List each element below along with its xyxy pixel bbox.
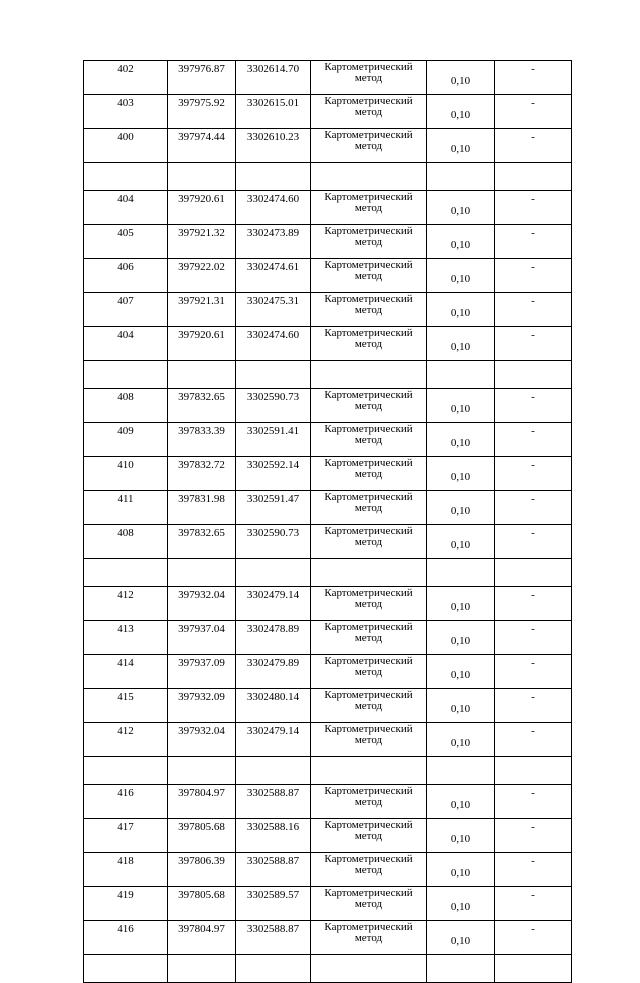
table-row	[84, 587, 572, 621]
point-number-cell: 407	[84, 293, 168, 327]
point-number-cell: 416	[84, 785, 168, 819]
method-label-line2: метод	[354, 304, 383, 316]
x-coordinate-cell: 397921.31	[168, 293, 236, 327]
empty-cell	[495, 163, 572, 191]
method-label-line1: Картометрический	[324, 655, 413, 667]
empty-cell	[168, 559, 236, 587]
accuracy-cell: 0,10	[427, 525, 495, 559]
method-cell	[311, 259, 427, 293]
empty-cell	[168, 955, 236, 983]
x-coordinate-cell: 397832.65	[168, 389, 236, 423]
method-cell	[311, 853, 427, 887]
method-cell	[311, 525, 427, 559]
method-label-line1: Картометрический	[324, 61, 413, 73]
table-row	[84, 225, 572, 259]
description-cell: -	[495, 723, 572, 757]
table-row	[84, 293, 572, 327]
accuracy-cell: 0,10	[427, 887, 495, 921]
method-cell	[311, 95, 427, 129]
point-number-cell: 404	[84, 191, 168, 225]
description-cell: -	[495, 853, 572, 887]
method-label-line2: метод	[354, 632, 383, 644]
accuracy-cell: 0,10	[427, 389, 495, 423]
empty-cell	[427, 757, 495, 785]
method-cell	[311, 621, 427, 655]
method-label-line1: Картометрический	[324, 853, 413, 865]
method-label-line1: Картометрический	[324, 129, 413, 141]
accuracy-cell: 0,10	[427, 853, 495, 887]
empty-cell	[84, 163, 168, 191]
description-cell: -	[495, 293, 572, 327]
x-coordinate-cell: 397932.09	[168, 689, 236, 723]
method-label-line2: метод	[354, 72, 383, 84]
method-label-line2: метод	[354, 700, 383, 712]
x-coordinate-cell: 397920.61	[168, 191, 236, 225]
method-label-line1: Картометрический	[324, 587, 413, 599]
empty-cell	[236, 559, 311, 587]
accuracy-cell: 0,10	[427, 293, 495, 327]
method-cell	[311, 225, 427, 259]
accuracy-cell: 0,10	[427, 655, 495, 689]
x-coordinate-cell: 397974.44	[168, 129, 236, 163]
point-number-cell: 406	[84, 259, 168, 293]
method-label-line1: Картометрический	[324, 785, 413, 797]
method-cell	[311, 129, 427, 163]
accuracy-cell: 0,10	[427, 689, 495, 723]
x-coordinate-cell: 397937.09	[168, 655, 236, 689]
empty-cell	[84, 559, 168, 587]
description-cell: -	[495, 129, 572, 163]
method-label-line2: метод	[354, 202, 383, 214]
method-label-line1: Картометрический	[324, 95, 413, 107]
method-label-line2: метод	[354, 666, 383, 678]
point-number-cell: 402	[84, 61, 168, 95]
y-coordinate-cell: 3302480.14	[236, 689, 311, 723]
method-cell	[311, 887, 427, 921]
method-label-line2: метод	[354, 796, 383, 808]
method-label-line2: метод	[354, 338, 383, 350]
method-cell	[311, 587, 427, 621]
description-cell: -	[495, 621, 572, 655]
y-coordinate-cell: 3302592.14	[236, 457, 311, 491]
x-coordinate-cell: 397804.97	[168, 921, 236, 955]
description-cell: -	[495, 689, 572, 723]
accuracy-cell: 0,10	[427, 327, 495, 361]
point-number-cell: 410	[84, 457, 168, 491]
point-number-cell: 417	[84, 819, 168, 853]
point-number-cell: 419	[84, 887, 168, 921]
x-coordinate-cell: 397805.68	[168, 819, 236, 853]
empty-cell	[427, 163, 495, 191]
table-row	[84, 655, 572, 689]
method-cell	[311, 423, 427, 457]
method-label-line1: Картометрический	[324, 621, 413, 633]
table-row	[84, 887, 572, 921]
method-cell	[311, 655, 427, 689]
method-label-line2: метод	[354, 932, 383, 944]
y-coordinate-cell: 3302590.73	[236, 525, 311, 559]
method-cell	[311, 327, 427, 361]
description-cell: -	[495, 655, 572, 689]
point-number-cell: 415	[84, 689, 168, 723]
accuracy-cell: 0,10	[427, 785, 495, 819]
method-label-line2: метод	[354, 536, 383, 548]
description-cell: -	[495, 61, 572, 95]
accuracy-cell: 0,10	[427, 819, 495, 853]
accuracy-cell: 0,10	[427, 491, 495, 525]
table-row	[84, 621, 572, 655]
method-label-line1: Картометрический	[324, 921, 413, 933]
description-cell: -	[495, 525, 572, 559]
table-row	[84, 129, 572, 163]
method-label-line1: Картометрический	[324, 723, 413, 735]
accuracy-cell: 0,10	[427, 621, 495, 655]
description-cell: -	[495, 259, 572, 293]
point-number-cell: 404	[84, 327, 168, 361]
x-coordinate-cell: 397932.04	[168, 587, 236, 621]
x-coordinate-cell: 397806.39	[168, 853, 236, 887]
x-coordinate-cell: 397932.04	[168, 723, 236, 757]
method-cell	[311, 61, 427, 95]
x-coordinate-cell: 397922.02	[168, 259, 236, 293]
table-row	[84, 327, 572, 361]
table-row	[84, 723, 572, 757]
method-label-line1: Картометрический	[324, 423, 413, 435]
table-row	[84, 689, 572, 723]
x-coordinate-cell: 397831.98	[168, 491, 236, 525]
y-coordinate-cell: 3302590.73	[236, 389, 311, 423]
table-separator-row	[84, 163, 572, 191]
description-cell: -	[495, 389, 572, 423]
table-row	[84, 95, 572, 129]
x-coordinate-cell: 397976.87	[168, 61, 236, 95]
y-coordinate-cell: 3302588.16	[236, 819, 311, 853]
point-number-cell: 416	[84, 921, 168, 955]
y-coordinate-cell: 3302475.31	[236, 293, 311, 327]
point-number-cell: 405	[84, 225, 168, 259]
coordinates-table	[83, 60, 572, 983]
x-coordinate-cell: 397832.65	[168, 525, 236, 559]
method-label-line2: метод	[354, 400, 383, 412]
description-cell: -	[495, 491, 572, 525]
description-cell: -	[495, 95, 572, 129]
method-cell	[311, 389, 427, 423]
method-label-line1: Картометрический	[324, 389, 413, 401]
empty-cell	[427, 955, 495, 983]
accuracy-cell: 0,10	[427, 723, 495, 757]
description-cell: -	[495, 819, 572, 853]
method-cell	[311, 723, 427, 757]
point-number-cell: 418	[84, 853, 168, 887]
table-separator-row	[84, 361, 572, 389]
method-label-line2: метод	[354, 598, 383, 610]
method-label-line1: Картометрический	[324, 457, 413, 469]
method-label-line2: метод	[354, 468, 383, 480]
y-coordinate-cell: 3302588.87	[236, 921, 311, 955]
method-label-line1: Картометрический	[324, 327, 413, 339]
method-label-line2: метод	[354, 898, 383, 910]
empty-cell	[311, 361, 427, 389]
method-label-line2: метод	[354, 830, 383, 842]
y-coordinate-cell: 3302615.01	[236, 95, 311, 129]
y-coordinate-cell: 3302588.87	[236, 785, 311, 819]
empty-cell	[236, 955, 311, 983]
method-label-line1: Картометрический	[324, 689, 413, 701]
y-coordinate-cell: 3302473.89	[236, 225, 311, 259]
y-coordinate-cell: 3302479.14	[236, 587, 311, 621]
empty-cell	[84, 955, 168, 983]
point-number-cell: 412	[84, 723, 168, 757]
empty-cell	[236, 361, 311, 389]
method-label-line2: метод	[354, 236, 383, 248]
table-row	[84, 921, 572, 955]
accuracy-cell: 0,10	[427, 191, 495, 225]
coordinates-table-body	[84, 61, 572, 983]
y-coordinate-cell: 3302474.60	[236, 327, 311, 361]
description-cell: -	[495, 921, 572, 955]
x-coordinate-cell: 397975.92	[168, 95, 236, 129]
y-coordinate-cell: 3302474.61	[236, 259, 311, 293]
empty-cell	[168, 163, 236, 191]
x-coordinate-cell: 397832.72	[168, 457, 236, 491]
table-row	[84, 423, 572, 457]
table-row	[84, 853, 572, 887]
empty-cell	[311, 163, 427, 191]
table-row	[84, 259, 572, 293]
accuracy-cell: 0,10	[427, 129, 495, 163]
method-label-line1: Картометрический	[324, 259, 413, 271]
table-separator-row	[84, 757, 572, 785]
point-number-cell: 413	[84, 621, 168, 655]
method-label-line1: Картометрический	[324, 225, 413, 237]
method-label-line1: Картометрический	[324, 191, 413, 203]
method-label-line1: Картометрический	[324, 525, 413, 537]
y-coordinate-cell: 3302474.60	[236, 191, 311, 225]
point-number-cell: 411	[84, 491, 168, 525]
empty-cell	[311, 955, 427, 983]
y-coordinate-cell: 3302614.70	[236, 61, 311, 95]
table-row	[84, 457, 572, 491]
empty-cell	[495, 757, 572, 785]
method-cell	[311, 293, 427, 327]
empty-cell	[495, 955, 572, 983]
description-cell: -	[495, 785, 572, 819]
method-cell	[311, 191, 427, 225]
empty-cell	[427, 559, 495, 587]
x-coordinate-cell: 397920.61	[168, 327, 236, 361]
point-number-cell: 412	[84, 587, 168, 621]
empty-cell	[84, 361, 168, 389]
x-coordinate-cell: 397805.68	[168, 887, 236, 921]
method-cell	[311, 785, 427, 819]
accuracy-cell: 0,10	[427, 457, 495, 491]
table-row	[84, 191, 572, 225]
y-coordinate-cell: 3302591.47	[236, 491, 311, 525]
x-coordinate-cell: 397804.97	[168, 785, 236, 819]
table-row	[84, 525, 572, 559]
table-separator-row	[84, 955, 572, 983]
accuracy-cell: 0,10	[427, 259, 495, 293]
accuracy-cell: 0,10	[427, 587, 495, 621]
method-label-line2: метод	[354, 434, 383, 446]
method-cell	[311, 921, 427, 955]
description-cell: -	[495, 327, 572, 361]
y-coordinate-cell: 3302589.57	[236, 887, 311, 921]
method-label-line1: Картометрический	[324, 819, 413, 831]
method-label-line2: метод	[354, 106, 383, 118]
x-coordinate-cell: 397937.04	[168, 621, 236, 655]
empty-cell	[84, 757, 168, 785]
method-label-line2: метод	[354, 864, 383, 876]
description-cell: -	[495, 887, 572, 921]
y-coordinate-cell: 3302591.41	[236, 423, 311, 457]
point-number-cell: 414	[84, 655, 168, 689]
table-row	[84, 389, 572, 423]
empty-cell	[427, 361, 495, 389]
empty-cell	[236, 163, 311, 191]
table-separator-row	[84, 559, 572, 587]
method-label-line2: метод	[354, 270, 383, 282]
point-number-cell: 400	[84, 129, 168, 163]
accuracy-cell: 0,10	[427, 61, 495, 95]
method-label-line1: Картометрический	[324, 887, 413, 899]
y-coordinate-cell: 3302610.23	[236, 129, 311, 163]
point-number-cell: 403	[84, 95, 168, 129]
table-row	[84, 785, 572, 819]
method-label-line2: метод	[354, 140, 383, 152]
table-row	[84, 819, 572, 853]
x-coordinate-cell: 397921.32	[168, 225, 236, 259]
method-cell	[311, 689, 427, 723]
empty-cell	[168, 757, 236, 785]
method-label-line2: метод	[354, 734, 383, 746]
y-coordinate-cell: 3302479.14	[236, 723, 311, 757]
y-coordinate-cell: 3302479.89	[236, 655, 311, 689]
description-cell: -	[495, 423, 572, 457]
table-row	[84, 61, 572, 95]
accuracy-cell: 0,10	[427, 225, 495, 259]
y-coordinate-cell: 3302588.87	[236, 853, 311, 887]
method-label-line1: Картометрический	[324, 491, 413, 503]
accuracy-cell: 0,10	[427, 921, 495, 955]
y-coordinate-cell: 3302478.89	[236, 621, 311, 655]
empty-cell	[236, 757, 311, 785]
point-number-cell: 408	[84, 525, 168, 559]
description-cell: -	[495, 225, 572, 259]
empty-cell	[168, 361, 236, 389]
method-cell	[311, 491, 427, 525]
description-cell: -	[495, 191, 572, 225]
empty-cell	[311, 757, 427, 785]
empty-cell	[495, 559, 572, 587]
point-number-cell: 408	[84, 389, 168, 423]
accuracy-cell: 0,10	[427, 423, 495, 457]
description-cell: -	[495, 587, 572, 621]
description-cell: -	[495, 457, 572, 491]
table-row	[84, 491, 572, 525]
accuracy-cell: 0,10	[427, 95, 495, 129]
empty-cell	[311, 559, 427, 587]
method-cell	[311, 457, 427, 491]
method-label-line2: метод	[354, 502, 383, 514]
method-cell	[311, 819, 427, 853]
x-coordinate-cell: 397833.39	[168, 423, 236, 457]
point-number-cell: 409	[84, 423, 168, 457]
method-label-line1: Картометрический	[324, 293, 413, 305]
empty-cell	[495, 361, 572, 389]
